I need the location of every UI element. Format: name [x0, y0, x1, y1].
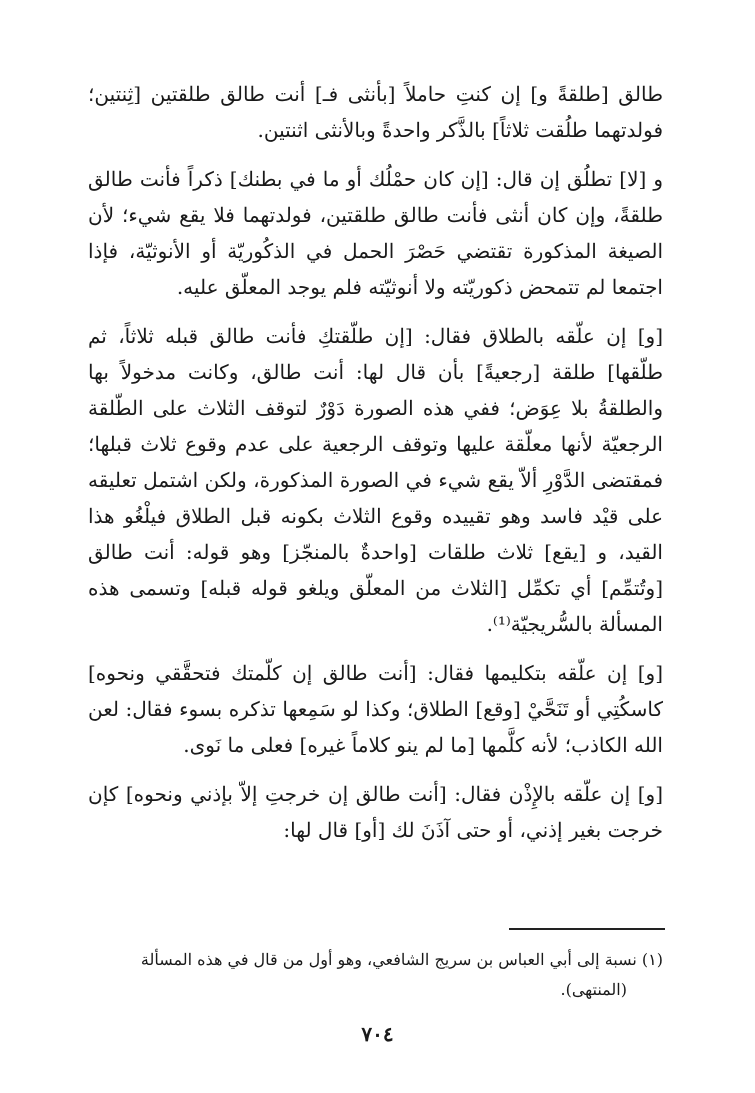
page-body [88, 76, 663, 861]
footnote-divider [509, 928, 665, 930]
footnote-text: (١) نسبة إلى أبي العباس بن سريج الشافعي، وهو أول من قال في هذه المسألة [140, 950, 663, 969]
paragraph-2: و [لا] تطلُق إن قال: [إن كان حمْلُك أو ما في بطنك] ذكراً فأنت طالق طلقةً، وإن كان أنثى فأنت طالق طلقتين، فولدتهما فلا يقع شيء؛ لأن الصيغة المذكورة تقتضي حَصْرَ الحمل في الذكُوريّة أو الأنوثيّة، فإذا اجتمعا لم تتمحض ذكوريّته ولا أنوثيّته فلم يوجد المعلّق عليه. [88, 167, 663, 299]
paragraph-1: طالق [طلقةً و] إن كنتِ حاملاً [بأنثى فـ] أنت طالق طلقتين [ثِنتين؛ فولدتهما طلُقت ثلاثاً] بالذَّكر واحدةً وبالأنثى اثنتين. [88, 82, 663, 142]
footnote [88, 945, 663, 1005]
paragraph-4: [و] إن علّقه بتكليمها فقال: [أنت طالق إن كلّمتك فتحقَّقي ونحوه] كاسكُتِي أو تَنَحَّيْ [وقع] الطلاق؛ وكذا لو سَمِعها تذكره بسوء فقال: لعن الله الكاذب؛ لأنه كلَّمها [ما لم ينو كلاماً غيره] فعلى ما نَوى. [88, 661, 663, 757]
paragraph-5: [و] إن علّقه بالإِذْن فقال: [أنت طالق إن خرجتِ إلاّ بإذني ونحوه] كإن خرجت بغير إذني، أو حتى آذَنَ لك [أو] قال لها: [88, 782, 663, 842]
page-number: ٧٠٤ [361, 1022, 394, 1046]
footnote-continuation: (المنتهى). [560, 980, 627, 999]
paragraph-3: [و] إن علّقه بالطلاق فقال: [إن طلّقتكِ فأنت طالق قبله ثلاثاً، ثم طلّقها] طلقة [رجعيةً] بأن قال لها: أنت طالق، وكانت مدخولاً بها والطلقةُ بلا عِوَض؛ ففي هذه الصورة دَوْرٌ لتوقف الثلاث على الطّلقة الرجعيّة لأنها معلّقة عليها وتوقف الرجعية على عدم وقوع ثلاث قبلها؛ فمقتضى الدَّوْرِ ألاّ يقع شيء في الصورة المذكورة، ولكن اشتمل تعليقه على قيْد فاسد وهو تقييده وقوع الثلاث بكونه قبل الطلاق فيلْغُو هذا القيد، و [يقع] ثلاث طلقات [واحدةٌ بالمنجّز] وهو قوله: أنت طالق [وتُتمِّم] أي تكمِّل [الثلاث من المعلّق ويلغو قوله قبله] وتسمى هذه المسألة بالسُّريجيّة⁽¹⁾. [88, 324, 663, 636]
